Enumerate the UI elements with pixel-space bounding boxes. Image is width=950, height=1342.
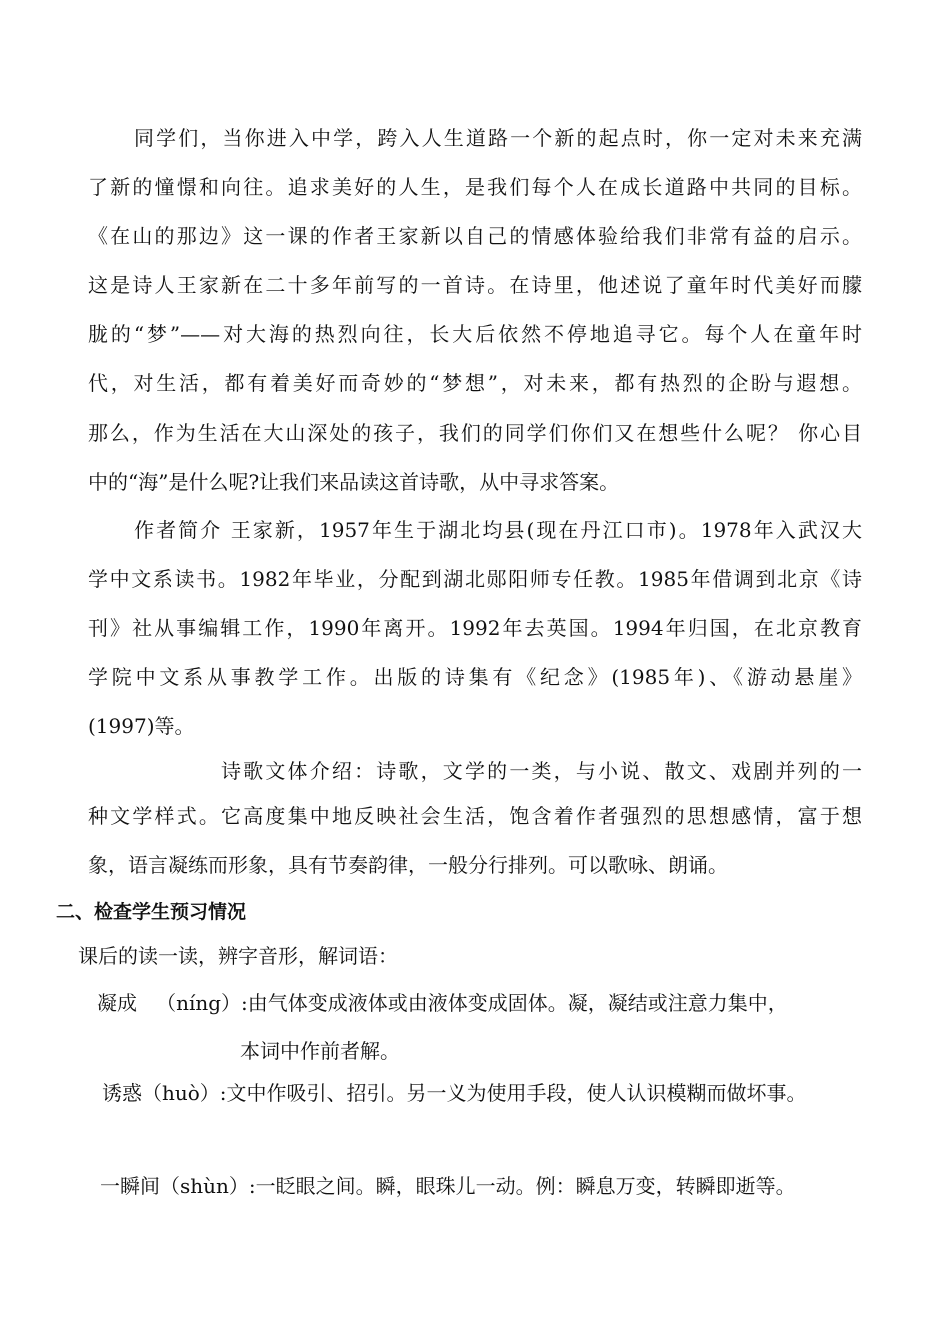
section-subheading: 课后的读一读，辨字音形，解词语： <box>78 944 398 968</box>
intro-line: 代，对生活，都有着美好而奇妙的“梦想”，对未来，都有热烈的企盼与遐想。 <box>88 371 862 395</box>
author-line: 刊》社从事编辑工作，1990年离开。1992年去英国。1994年归国，在北京教育 <box>88 616 862 640</box>
intro-line: 《在山的那边》这一课的作者王家新以自己的情感体验给我们非常有益的启示。 <box>88 224 862 248</box>
section-heading: 二、检查学生预习情况 <box>56 901 247 923</box>
intro-line: 胧的“梦”——对大海的热烈向往，长大后依然不停地追寻它。每个人在童年时 <box>88 322 862 346</box>
genre-line: 诗歌文体介绍：诗歌，文学的一类，与小说、散文、戏剧并列的一 <box>221 759 862 783</box>
author-line: 学院中文系从事教学工作。出版的诗集有《纪念》(1985年)、《游动悬崖》 <box>88 665 862 689</box>
vocab-item: 一瞬间（shùn）:一眨眼之间。瞬，眼珠儿一动。例：瞬息万变，转瞬即逝等。 <box>100 1174 796 1198</box>
author-line: (1997)等。 <box>88 714 195 738</box>
genre-line: 象，语言凝练而形象，具有节奏韵律，一般分行排列。可以歌咏、朗诵。 <box>88 853 728 877</box>
intro-line: 了新的憧憬和向往。追求美好的人生，是我们每个人在成长道路中共同的目标。 <box>88 175 862 199</box>
vocab-item-continuation: 本词中作前者解。 <box>240 1039 400 1063</box>
intro-line: 同学们，当你进入中学，跨入人生道路一个新的起点时，你一定对未来充满 <box>134 126 862 150</box>
author-line: 学中文系读书。1982年毕业，分配到湖北郧阳师专任教。1985年借调到北京《诗 <box>88 567 862 591</box>
vocab-item: 凝成 （níng）:由气体变成液体或由液体变成固体。凝，凝结或注意力集中， <box>97 991 788 1015</box>
intro-line: 这是诗人王家新在二十多年前写的一首诗。在诗里，他述说了童年时代美好而朦 <box>88 273 862 297</box>
vocab-item: 诱惑（huò）:文中作吸引、招引。另一义为使用手段，使人认识模糊而做坏事。 <box>102 1081 807 1105</box>
intro-line: 中的“海”是什么呢?让我们来品读这首诗歌，从中寻求答案。 <box>88 470 620 494</box>
author-line: 作者简介 王家新，1957年生于湖北均县(现在丹江口市)。1978年入武汉大 <box>134 518 862 542</box>
intro-line: 那么，作为生活在大山深处的孩子，我们的同学们你们又在想些什么呢？ 你心目 <box>88 421 862 445</box>
genre-line: 种文学样式。它高度集中地反映社会生活，饱含着作者强烈的思想感情，富于想 <box>88 804 862 828</box>
